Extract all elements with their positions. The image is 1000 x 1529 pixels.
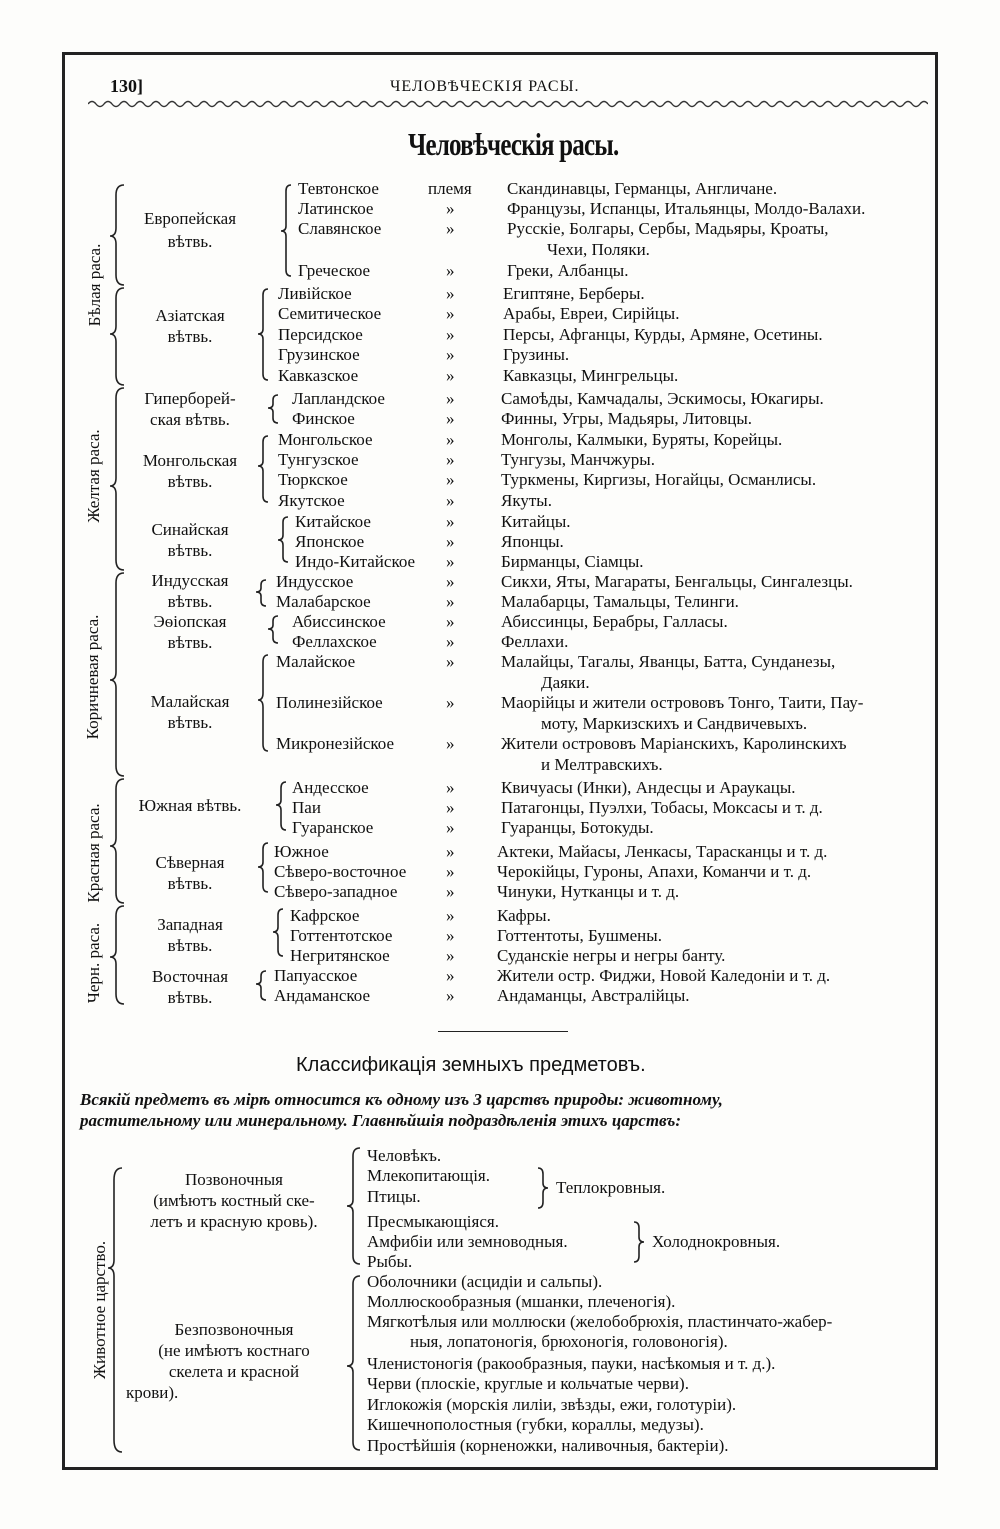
ditto-mark: » [446, 345, 455, 364]
main-title: Человѣческія расы. [408, 126, 619, 162]
invert-desc-1: (не имѣютъ костнаго [158, 1341, 310, 1360]
ditto-mark: » [446, 284, 455, 303]
invertebrate-class: Черви (плоскіе, круглые и кольчатые черви). [367, 1374, 689, 1393]
tribe-peoples: Монголы, Калмыки, Буряты, Корейцы. [501, 430, 783, 449]
tribe-peoples: Русскіе, Болгары, Сербы, Мадьяры, Кроаты, [507, 219, 829, 238]
branch-name-cont: вѣтвь. [167, 592, 213, 611]
invertebrate-class: Кишечнополостныя (губки, кораллы, медузы). [367, 1415, 704, 1434]
invert-desc-2: скелета и красной [168, 1362, 300, 1381]
tribe-peoples: Арабы, Евреи, Сирійцы. [503, 304, 680, 323]
tribe-name: Персидское [278, 325, 363, 344]
ditto-mark: » [446, 798, 455, 817]
tribe-peoples-cont: моту, Маркизскихъ и Сандвичевыхъ. [541, 714, 808, 733]
tribe-peoples: Малайцы, Тагалы, Яванцы, Батта, Сунданезы, [501, 652, 836, 671]
race-black: Черн. раса. [84, 922, 103, 1004]
tribe-peoples: Чинуки, Нутканцы и т. д. [497, 882, 680, 901]
tribe-name: Микронезійское [276, 734, 395, 753]
tribe-word: племя [428, 179, 472, 198]
branch-name-cont: вѣтвь. [167, 633, 213, 652]
classification-title: Классификація земныхъ предметовъ. [296, 1054, 646, 1076]
ditto-mark: » [446, 693, 455, 712]
tribe-name: Готтентотское [290, 926, 393, 945]
branch-name: Южная вѣтвь. [138, 796, 242, 815]
tribe-peoples: Персы, Афганцы, Курды, Армяне, Осетины. [503, 325, 823, 344]
tribe-peoples: Гуаранцы, Ботокуды. [501, 818, 654, 837]
tribe-peoples: Самоѣды, Камчадалы, Эскимосы, Юкагиры. [501, 389, 824, 408]
ditto-mark: » [446, 778, 455, 797]
vertebrate-class: Человѣкъ. [367, 1146, 442, 1165]
tribe-peoples: Греки, Албанцы. [507, 261, 629, 280]
ditto-mark: » [446, 592, 455, 611]
warm-blooded-label: Теплокровныя. [556, 1178, 666, 1197]
tribe-peoples: Суданскіе негры и негры банту. [497, 946, 726, 965]
branch-name-cont: вѣтвь. [167, 988, 213, 1007]
ditto-mark: » [446, 632, 455, 651]
tribe-peoples: Кафры. [497, 906, 551, 925]
vertebrate-class: Птицы. [367, 1187, 421, 1206]
ditto-mark: » [446, 491, 455, 510]
vertebrate-class: Рыбы. [367, 1252, 413, 1271]
tribe-peoples: Феллахи. [501, 632, 569, 651]
intro-line-1: Всякій предметъ въ мірѣ относится къ одному изъ 3 царствъ природы: животному, [80, 1090, 723, 1109]
ditto-mark: » [446, 532, 455, 551]
intro-line-2: растительному или минеральному. Главнѣйшія подраздѣленія этихъ царствъ: [80, 1111, 682, 1130]
tribe-peoples: Египтяне, Берберы. [503, 284, 645, 303]
vert-title: Позвоночныя [185, 1170, 283, 1189]
ditto-mark: » [446, 906, 455, 925]
ditto-mark: » [446, 325, 455, 344]
race-red: Красная раса. [84, 803, 103, 903]
tribe-peoples: Квичуасы (Инки), Андесцы и Араукацы. [501, 778, 796, 797]
tribe-peoples: Скандинавцы, Германцы, Англичане. [507, 179, 778, 198]
branch-name-cont: вѣтвь. [167, 713, 213, 732]
branch-name: Сѣверная [155, 853, 225, 872]
tribe-name: Кафрское [290, 906, 360, 925]
tribe-name: Якутское [278, 491, 345, 510]
ditto-mark: » [446, 946, 455, 965]
ditto-mark: » [446, 409, 455, 428]
tribe-name: Малабарское [276, 592, 371, 611]
ditto-mark: » [446, 842, 455, 861]
tribe-name: Андесское [292, 778, 369, 797]
tribe-peoples: Грузины. [503, 345, 570, 364]
tribe-name: Малайское [276, 652, 356, 671]
branch-name: Европейская [143, 209, 237, 228]
branch-name-cont: вѣтвь. [167, 327, 213, 346]
tribe-name: Феллахское [292, 632, 377, 651]
tribe-name: Андаманское [274, 986, 371, 1005]
vertebrate-class: Амфибіи или земноводныя. [367, 1232, 568, 1251]
invertebrate-class: Членистоногія (ракообразныя, пауки, насѣкомыя и т. д.). [367, 1354, 776, 1373]
tribe-peoples: Жители остр. Фиджи, Новой Каледоніи и т. д. [497, 966, 831, 985]
ditto-mark: » [446, 986, 455, 1005]
ditto-mark: » [446, 512, 455, 531]
branch-name-cont: вѣтвь. [167, 232, 213, 251]
invertebrate-class: Иглокожія (морскія лиліи, звѣзды, ежи, голотуріи). [367, 1395, 737, 1414]
tribe-name: Грузинское [278, 345, 360, 364]
tribe-name: Славянское [298, 219, 382, 238]
ditto-mark: » [446, 304, 455, 323]
tribe-name: Лапландское [292, 389, 385, 408]
tribe-peoples: Кавказцы, Мингрельцы. [503, 366, 679, 385]
tribe-peoples: Готтентоты, Бушмены. [497, 926, 662, 945]
ditto-mark: » [446, 366, 455, 385]
tribe-peoples: Абиссинцы, Берабры, Галласы. [501, 612, 728, 631]
branch-name: Гиперборей- [144, 389, 236, 408]
invertebrate-class: Мягкотѣлыя или моллюски (желобобрюхія, пластинчато-жабер- [367, 1312, 833, 1331]
branch-name-cont: вѣтвь. [167, 472, 213, 491]
tribe-peoples: Жители острововъ Маріанскихъ, Каролинскихъ [501, 734, 847, 753]
page-number: 130] [110, 76, 143, 96]
branch-name: Западная [157, 915, 223, 934]
tribe-peoples: Французы, Испанцы, Итальянцы, Молдо-Валахи. [507, 199, 866, 218]
branch-name-cont: вѣтвь. [167, 541, 213, 560]
tribe-peoples: Черокійцы, Гуроны, Апахи, Команчи и т. д. [497, 862, 812, 881]
tribe-peoples: Тунгузы, Манчжуры. [501, 450, 655, 469]
section-divider [438, 1031, 568, 1032]
tribe-name: Тевтонское [298, 179, 379, 198]
race-yellow: Желтая раса. [84, 429, 103, 523]
tribe-peoples-cont: Даяки. [541, 673, 590, 692]
ditto-mark: » [446, 926, 455, 945]
ditto-mark: » [446, 450, 455, 469]
tribe-name: Паи [292, 798, 321, 817]
tribe-name: Сѣверо-восточное [274, 862, 407, 881]
tribe-peoples: Китайцы. [501, 512, 571, 531]
ditto-mark: » [446, 612, 455, 631]
tribe-name: Тюркское [278, 470, 348, 489]
tribe-name: Гуаранское [292, 818, 374, 837]
branch-name: Эѳіопская [153, 612, 227, 631]
tribe-name: Монгольское [278, 430, 373, 449]
vert-desc-2: летъ и красную кровь). [150, 1212, 318, 1231]
branch-name-cont: ская вѣтвь. [150, 410, 230, 429]
tribe-name: Тунгузское [278, 450, 359, 469]
tribe-name: Китайское [295, 512, 371, 531]
tribe-peoples: Туркмены, Киргизы, Ногайцы, Османлисы. [501, 470, 817, 489]
ditto-mark: » [446, 572, 455, 591]
tribe-peoples: Актеки, Майасы, Ленкасы, Тарасканцы и т. д. [497, 842, 828, 861]
ditto-mark: » [446, 261, 455, 280]
ditto-mark: » [446, 219, 455, 238]
branch-name: Восточная [151, 967, 229, 986]
ditto-mark: » [446, 430, 455, 449]
ditto-mark: » [446, 882, 455, 901]
ditto-mark: » [446, 552, 455, 571]
tribe-peoples: Маорійцы и жители острововъ Тонго, Таити, Пау- [501, 693, 864, 712]
tribe-name: Ливійское [278, 284, 352, 303]
ditto-mark: » [446, 734, 455, 753]
race-brown: Коричневая раса. [83, 614, 102, 740]
tribe-name: Южное [274, 842, 329, 861]
vertebrate-class: Млекопитающія. [367, 1166, 491, 1185]
branch-name: Азіатская [155, 306, 225, 325]
tribe-peoples: Андаманцы, Австралійцы. [497, 986, 690, 1005]
tribe-peoples: Якуты. [501, 491, 552, 510]
invertebrate-class: ныя, лопатоногія, брюхоногія, головоногія). [410, 1332, 728, 1351]
tribe-name: Абиссинское [292, 612, 386, 631]
branch-name: Индусская [151, 571, 229, 590]
tribe-name: Индусское [276, 572, 354, 591]
tribe-peoples: Японцы. [501, 532, 564, 551]
running-title: ЧЕЛОВѢЧЕСКІЯ РАСЫ. [390, 78, 580, 95]
race-white: Бѣлая раса. [85, 243, 104, 327]
invertebrate-class: Моллюскообразныя (мшанки, плеченогія). [367, 1292, 676, 1311]
ditto-mark: » [446, 818, 455, 837]
tribe-peoples: Малабарцы, Тамальцы, Телинги. [501, 592, 739, 611]
invert-desc-3: крови). [126, 1383, 179, 1402]
tribe-peoples: Финны, Угры, Мадьяры, Литовцы. [501, 409, 753, 428]
tribe-peoples: Патагонцы, Пуэлхи, Тобасы, Моксасы и т. д. [501, 798, 823, 817]
branch-name: Малайская [150, 692, 230, 711]
tribe-name: Кавказское [278, 366, 359, 385]
branch-name: Монгольская [142, 451, 238, 470]
branch-name-cont: вѣтвь. [167, 874, 213, 893]
tribe-name: Японское [295, 532, 365, 551]
tribe-name: Негритянское [290, 946, 390, 965]
tribe-name: Сѣверо-западное [274, 882, 398, 901]
ditto-mark: » [446, 199, 455, 218]
vertebrate-class: Пресмыкающіяся. [367, 1212, 499, 1231]
tribe-name: Папуасское [274, 966, 358, 985]
branch-name-cont: вѣтвь. [167, 936, 213, 955]
ditto-mark: » [446, 470, 455, 489]
tribe-peoples: Бирманцы, Сіамцы. [501, 552, 644, 571]
tribe-name: Семитическое [278, 304, 382, 323]
ditto-mark: » [446, 966, 455, 985]
tribe-name: Латинское [298, 199, 374, 218]
tribe-name: Полинезійское [276, 693, 383, 712]
ditto-mark: » [446, 862, 455, 881]
ditto-mark: » [446, 652, 455, 671]
branch-name: Синайская [151, 520, 229, 539]
tribe-peoples-cont: и Мелтравскихъ. [541, 755, 663, 774]
tribe-peoples-cont: Чехи, Поляки. [547, 240, 650, 259]
cold-blooded-label: Холоднокровныя. [652, 1232, 781, 1251]
kingdom-label: Животное царство. [90, 1240, 109, 1380]
invertebrate-class: Оболочники (асцидіи и сальпы). [367, 1272, 603, 1291]
invert-title: Безпозвоночныя [174, 1320, 294, 1339]
tribe-name: Финское [292, 409, 355, 428]
invertebrate-class: Простѣйшія (корненожки, наливочныя, бактеріи). [367, 1436, 729, 1455]
vert-desc-1: (имѣютъ костный ске- [153, 1191, 315, 1210]
tribe-peoples: Сикхи, Яты, Магараты, Бенгальцы, Сингалезцы. [501, 572, 853, 591]
tribe-name: Индо-Китайское [295, 552, 416, 571]
ditto-mark: » [446, 389, 455, 408]
tribe-name: Греческое [298, 261, 371, 280]
